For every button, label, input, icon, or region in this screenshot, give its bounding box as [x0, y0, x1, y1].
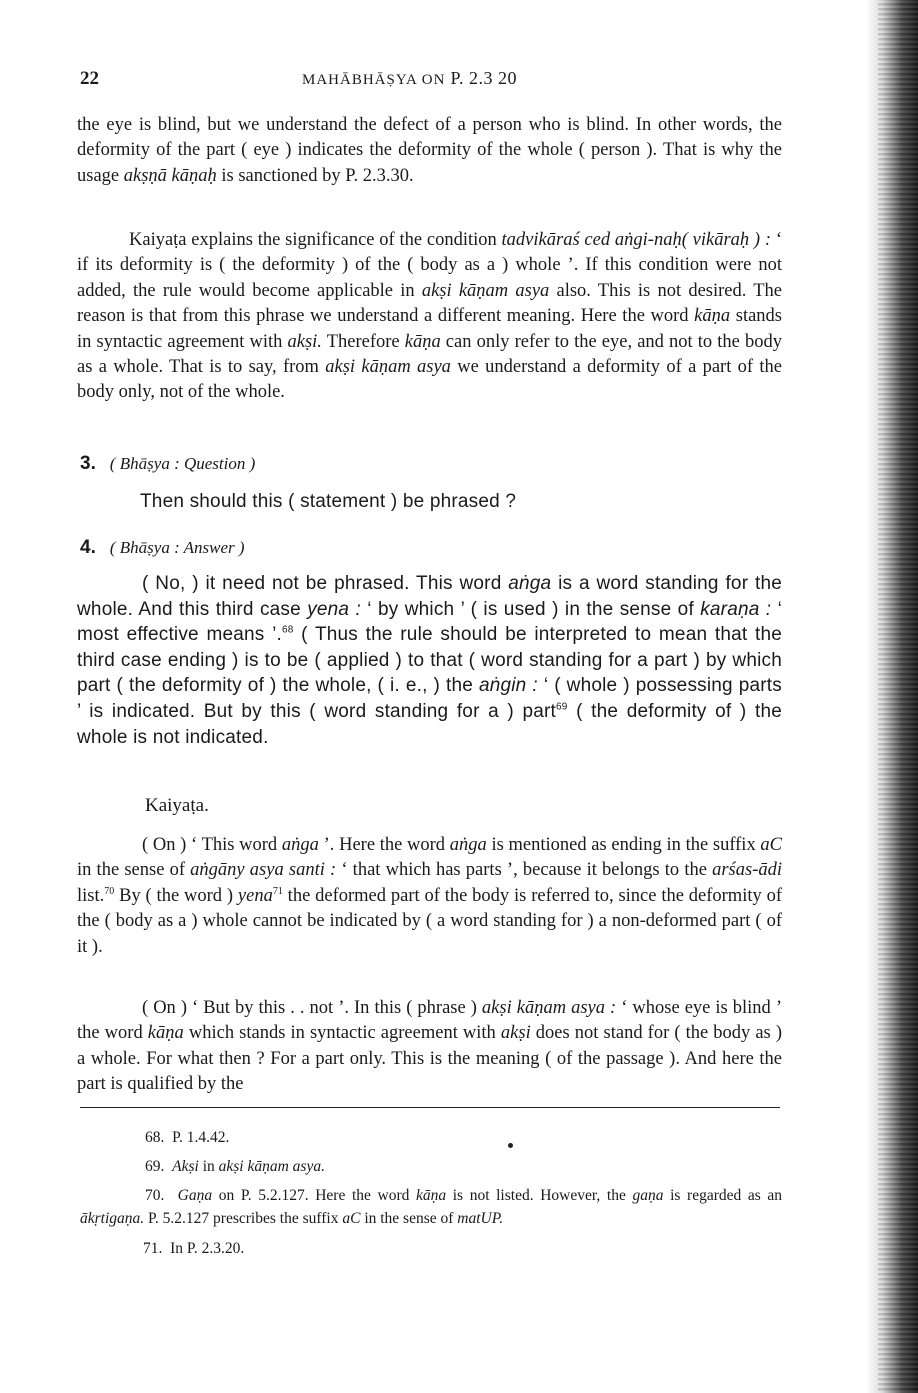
kaiyata-paragraph-2: ( On ) ‘ But by this . . not ’. In this ( phrase ) akṣi kāṇam asya : ‘ whose eye is blind ’ the word kāṇa which stands in syntactic agreement with akṣi does not stand for ( the body as ) a whole. For what then ? For a part only. This is the meaning ( of the passage ). And here the part is qualified by the [77, 998, 782, 1095]
term: yena : [307, 598, 361, 620]
term: aC [760, 835, 782, 855]
running-head [302, 68, 517, 89]
section-4-heading [80, 537, 245, 559]
footnote-number: 68. [145, 1129, 165, 1146]
footnote-71: 71. In P. 2.3.20. [143, 1240, 245, 1257]
footnote-69: 69. Akṣi in akṣi kāṇam asya. [145, 1158, 325, 1175]
section-4-text: ( No, ) it need not be phrased. This word aṅga is a word standing for the whole. And this third case yena : ‘ by which ’ ( is used ) in the sense of karaṇa : ‘ most effective means ’.$^{68}$ ( Thus the rule should be interpreted to mean that the third case ending ) is to be ( applied ) to that ( word standing for a part ) by which part ( the deformity of ) the whole, ( i. e., ) the aṅgin : ‘ ( whole ) possessing parts ’ is indicated. But by this ( word standing for a ) part$^{69}$ ( the deformity of ) the whole is not indicated. [77, 573, 782, 748]
speck-mark [508, 1143, 513, 1148]
term: aṅga [508, 573, 552, 594]
term: akṣi kāṇam asya [325, 357, 451, 378]
footnote-68: 68. P. 1.4.42. [145, 1129, 230, 1146]
term: tadvikāraś ced aṅgi-naḥ( vikāraḥ ) : [501, 230, 772, 250]
term: aṅga [281, 835, 319, 855]
term: kāṇa [404, 331, 441, 352]
term: yena [237, 885, 273, 906]
footnote-ref-69: 69 [556, 701, 568, 713]
term: karaṇa : [700, 598, 772, 620]
term: akṣi. [287, 331, 322, 352]
term: akṣṇā kāṇaḥ [123, 165, 217, 186]
term: akṣi [500, 1023, 531, 1044]
term: aṅgāny asya santi : [190, 860, 337, 881]
scanned-page-edge-texture [878, 0, 918, 1393]
section-3-heading [80, 453, 255, 475]
footnote-ref-70: 70 [104, 885, 115, 897]
section-label: ( Bhāṣya : Answer ) [109, 538, 245, 557]
section-label: ( Bhāṣya : Question ) [109, 454, 256, 473]
term: akṣi kāṇam asya : [481, 998, 617, 1018]
section-number: 3. [80, 453, 96, 474]
paragraph-intro: the eye is blind, but we understand the defect of a person who is blind. In other words, the deformity of the part ( eye ) indicates the deformity of the whole ( person ). That is why the usage akṣṇā kāṇaḥ is sanctioned by P. 2.3.30. [77, 115, 782, 186]
term: akṣi kāṇam asya [421, 280, 550, 301]
section-3-text: Then should this ( statement ) be phrased ? [140, 491, 517, 512]
footnote-ref-71: 71 [272, 885, 283, 897]
kaiyata-heading: Kaiyaṭa. [145, 795, 209, 816]
section-number: 4. [80, 537, 96, 558]
term: kāṇa [694, 306, 731, 327]
term: aṅga [449, 835, 487, 855]
term: arśas-ādi [712, 860, 783, 881]
term: aṅgin : [478, 675, 538, 697]
term: kāṇa [147, 1023, 184, 1044]
paragraph-kaiyata-explains: Kaiyaṭa explains the significance of the condition tadvikāraś ced aṅgi-naḥ( vikāraḥ ) : ‘ if its deformity is ( the deformity ) of the ( body as a ) whole ’. If this condition were not added, the rule would become applicable in akṣi kāṇam asya also. This is not desired. The reason is that from this phrase we understand a different meaning. Here the word kāṇa stands in syntactic agreement with akṣi. Therefore kāṇa can only refer to the eye, and not to the body as a whole. That is to say, from akṣi kāṇam asya we understand a deformity of a part of the body only, not of the whole. [77, 230, 783, 403]
footnote-70: 70. Gaṇa on P. 5.2.127. Here the word kāṇa is not listed. However, the gaṇa is regarded as an ākṛtigaṇa. P. 5.2.127 prescribes the suffix aC in the sense of matUP. [80, 1187, 783, 1227]
page-header [80, 68, 780, 98]
footnote-number: 70. [145, 1187, 165, 1204]
footnote-divider [80, 1107, 780, 1108]
footnote-number: 71. [143, 1240, 163, 1257]
page-number: 22 [80, 68, 99, 89]
kaiyata-paragraph-1: ( On ) ‘ This word aṅga ’. Here the word aṅga is mentioned as ending in the suffix aC in the sense of aṅgāny asya santi : ‘ that which has parts ’, because it belongs to the arśas-ādi list.$^{70}$ By ( the word ) yena$^{71}$ the deformed part of the body is referred to, since the deformity of the ( body as a ) whole cannot be indicated by ( a word standing for ) a non-deformed part ( of it ). [77, 835, 783, 957]
footnote-number: 69. [145, 1158, 165, 1175]
running-head-reference: P. 2.3 20 [450, 68, 517, 88]
running-head-title: MAHĀBHĀṢYA ON [302, 72, 446, 88]
footnote-ref-68: 68 [282, 624, 294, 636]
